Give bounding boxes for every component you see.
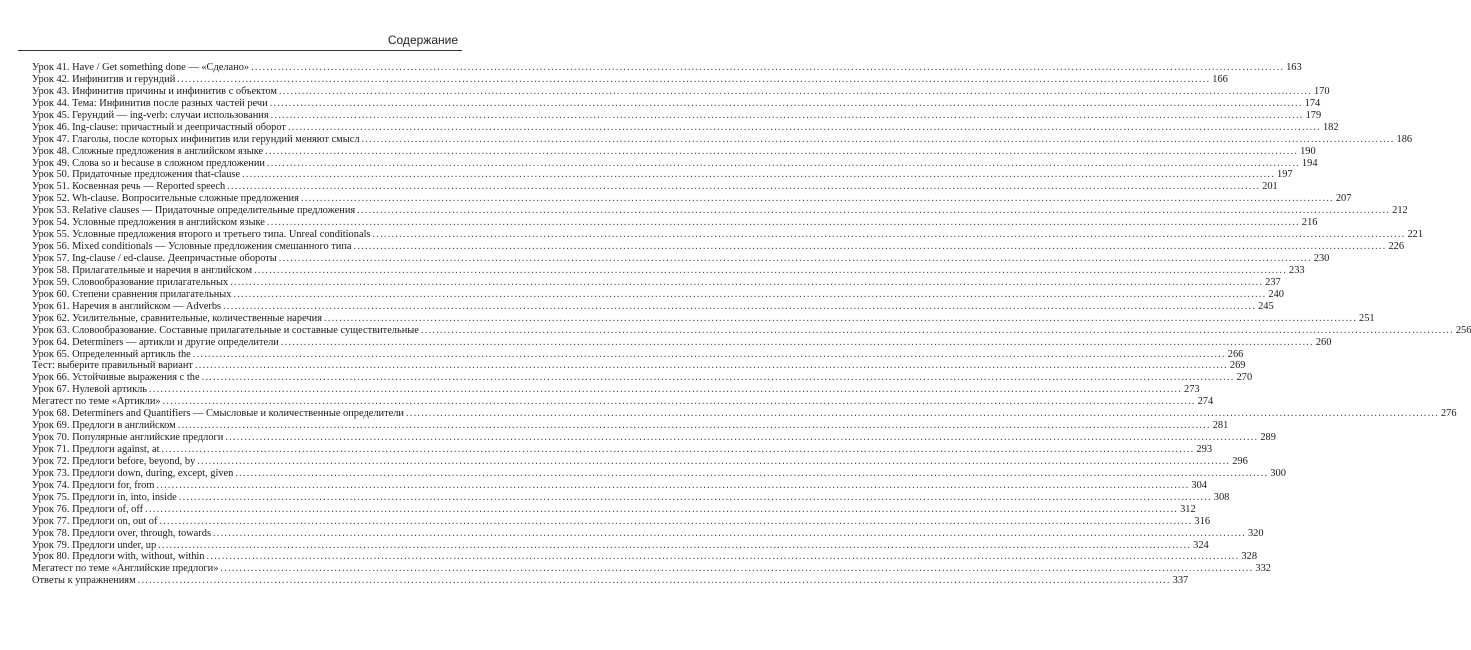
toc-entry-title: Ответы к упражнениям bbox=[32, 575, 136, 587]
toc-entry-page: 182 bbox=[1322, 121, 1339, 133]
toc-dot-leader bbox=[213, 528, 1246, 540]
toc-entry-page: 266 bbox=[1227, 348, 1244, 360]
toc-entry bbox=[32, 336, 1332, 349]
toc-dot-leader bbox=[406, 408, 1439, 420]
toc-dot-leader bbox=[179, 492, 1212, 504]
toc-entry-page: 276 bbox=[1440, 408, 1457, 420]
toc-dot-leader bbox=[254, 265, 1287, 277]
toc-entry-title: Урок 44. Тема: Инфинитив после разных частей речи bbox=[32, 97, 268, 109]
toc-entry bbox=[32, 360, 1246, 372]
toc-dot-leader bbox=[230, 277, 1263, 289]
toc-entry-page: 237 bbox=[1265, 276, 1281, 288]
toc-entry-title: Урок 48. Сложные предложения в английском языке bbox=[32, 145, 264, 157]
toc-dot-leader bbox=[158, 540, 1191, 552]
toc-entry-title: Урок 70. Популярные английские предлоги bbox=[32, 432, 224, 444]
toc-dot-leader bbox=[163, 396, 1196, 408]
toc-entry-title: Урок 47. Глаголы, после которых инфинитив или герундий меняют смысл bbox=[32, 133, 360, 145]
toc-entry-title: Урок 45. Герундий — ing-verb: случаи использования bbox=[32, 109, 269, 121]
toc-entry-page: 274 bbox=[1197, 396, 1214, 408]
toc-entry-title: Урок 72. Предлоги before, beyond, by bbox=[32, 455, 196, 467]
toc-entry-page: 163 bbox=[1286, 62, 1302, 73]
table-of-contents bbox=[32, 62, 1471, 587]
toc-entry-page: 212 bbox=[1392, 205, 1408, 217]
toc-entry bbox=[32, 62, 1302, 74]
toc-entry-title: Урок 79. Предлоги under, up bbox=[32, 539, 157, 551]
toc-entry bbox=[32, 396, 1214, 408]
toc-entry-page: 221 bbox=[1407, 229, 1424, 241]
toc-entry-page: 230 bbox=[1313, 253, 1330, 264]
toc-entry bbox=[32, 73, 1228, 86]
toc-entry bbox=[32, 324, 1471, 337]
toc-entry bbox=[32, 432, 1276, 444]
toc-entry bbox=[32, 97, 1321, 110]
toc-entry-title: Мегатест по теме «Артикли» bbox=[32, 396, 161, 408]
toc-entry-title: Урок 51. Косвенная речь — Reported speech bbox=[32, 181, 226, 193]
toc-entry bbox=[32, 121, 1339, 134]
toc-entry-title: Урок 55. Условные предложения второго и третьего типа. Unreal conditionals bbox=[32, 229, 371, 241]
toc-entry-page: 190 bbox=[1300, 145, 1316, 157]
toc-dot-leader bbox=[223, 301, 1256, 313]
toc-entry bbox=[32, 229, 1424, 241]
toc-dot-leader bbox=[233, 289, 1266, 301]
toc-entry-title: Урок 41. Have / Get something done — «Сделано» bbox=[32, 62, 250, 73]
toc-entry bbox=[32, 217, 1318, 229]
toc-entry-page: 293 bbox=[1196, 444, 1213, 455]
toc-dot-leader bbox=[251, 62, 1284, 74]
toc-entry-page: 194 bbox=[1301, 157, 1318, 169]
toc-dot-leader bbox=[354, 241, 1387, 253]
toc-entry-title: Урок 63. Словообразование. Составные прилагательные и составные существительные bbox=[32, 324, 419, 336]
toc-entry-page: 289 bbox=[1260, 432, 1276, 444]
toc-dot-leader bbox=[265, 146, 1298, 158]
toc-entry-title: Урок 59. Словообразование прилагательных bbox=[32, 276, 229, 288]
toc-entry-page: 240 bbox=[1268, 288, 1284, 300]
header-divider bbox=[18, 50, 462, 51]
toc-entry-title: Урок 42. Инфинитив и герундий bbox=[32, 73, 176, 85]
toc-entry-page: 226 bbox=[1388, 241, 1405, 253]
toc-entry-title: Урок 58. Прилагательные и наречия в английском bbox=[32, 264, 253, 276]
toc-entry-title: Урок 65. Определенный артикль the bbox=[32, 348, 191, 360]
toc-entry bbox=[32, 253, 1330, 265]
toc-dot-leader bbox=[281, 337, 1314, 349]
toc-entry-title: Урок 78. Предлоги over, through, towards bbox=[32, 527, 211, 539]
toc-entry-page: 166 bbox=[1212, 73, 1228, 85]
toc-entry-title: Мегатест по теме «Английские предлоги» bbox=[32, 563, 219, 575]
toc-entry-page: 281 bbox=[1212, 420, 1229, 432]
toc-dot-leader bbox=[159, 516, 1192, 528]
toc-dot-leader bbox=[156, 480, 1189, 492]
toc-entry bbox=[32, 372, 1253, 384]
toc-dot-leader bbox=[227, 181, 1260, 193]
toc-entry bbox=[32, 181, 1278, 193]
toc-entry-page: 312 bbox=[1180, 503, 1196, 515]
toc-entry-page: 174 bbox=[1304, 97, 1321, 109]
toc-entry bbox=[32, 539, 1209, 552]
toc-dot-leader bbox=[197, 456, 1230, 468]
toc-entry-title: Урок 64. Determiners — артикли и другие определители bbox=[32, 336, 279, 348]
toc-entry-title: Урок 73. Предлоги down, during, except, given bbox=[32, 467, 234, 479]
toc-entry bbox=[32, 551, 1258, 563]
toc-entry bbox=[32, 133, 1413, 146]
toc-entry-page: 332 bbox=[1255, 563, 1271, 575]
toc-entry-title: Урок 66. Устойчивые выражения с the bbox=[32, 372, 200, 384]
toc-entry bbox=[32, 264, 1305, 277]
toc-dot-leader bbox=[138, 575, 1171, 587]
toc-entry-title: Урок 77. Предлоги on, out of bbox=[32, 515, 158, 527]
toc-entry-title: Урок 49. Слова so и because в сложном предложении bbox=[32, 157, 265, 169]
toc-entry-title: Урок 53. Relative clauses — Придаточные определительные предложения bbox=[32, 205, 356, 217]
toc-entry-page: 296 bbox=[1232, 455, 1248, 467]
toc-entry-title: Урок 68. Determiners and Quantifiers — Смысловые и количественные определители bbox=[32, 408, 404, 420]
toc-entry bbox=[32, 575, 1189, 587]
toc-entry bbox=[32, 420, 1229, 432]
toc-entry-title: Урок 52. Wh-clause. Вопросительные сложные предложения bbox=[32, 193, 299, 205]
toc-dot-leader bbox=[362, 134, 1395, 146]
toc-entry bbox=[32, 348, 1244, 361]
toc-entry-title: Урок 43. Инфинитив причины и инфинитив с объектом bbox=[32, 85, 277, 97]
toc-entry-title: Урок 46. Ing-clause: причастный и деепричастный оборот bbox=[32, 121, 286, 133]
toc-entry-page: 245 bbox=[1258, 300, 1274, 312]
toc-dot-leader bbox=[324, 313, 1357, 325]
toc-entry bbox=[32, 467, 1286, 480]
toc-entry-page: 256 bbox=[1455, 324, 1471, 336]
toc-dot-leader bbox=[270, 98, 1303, 110]
toc-entry-page: 260 bbox=[1315, 336, 1332, 348]
toc-dot-leader bbox=[235, 468, 1268, 480]
toc-entry bbox=[32, 479, 1207, 492]
toc-entry bbox=[32, 169, 1293, 181]
toc-entry-title: Урок 69. Предлоги в английском bbox=[32, 420, 176, 432]
toc-entry bbox=[32, 85, 1330, 98]
toc-entry-title: Урок 60. Степени сравнения прилагательных bbox=[32, 288, 232, 300]
toc-entry-page: 270 bbox=[1236, 372, 1253, 384]
toc-entry bbox=[32, 288, 1284, 301]
toc-entry-page: 304 bbox=[1191, 479, 1207, 491]
toc-entry-page: 179 bbox=[1305, 109, 1322, 121]
toc-entry-page: 337 bbox=[1172, 575, 1189, 587]
toc-entry-page: 216 bbox=[1301, 217, 1318, 229]
toc-dot-leader bbox=[195, 360, 1228, 372]
toc-entry bbox=[32, 276, 1281, 289]
toc-dot-leader bbox=[421, 325, 1454, 337]
toc-dot-leader bbox=[301, 193, 1334, 205]
toc-entry bbox=[32, 563, 1271, 575]
toc-entry-title: Урок 80. Предлоги with, without, within bbox=[32, 551, 205, 563]
toc-entry-title: Урок 76. Предлоги of, off bbox=[32, 503, 144, 515]
toc-entry-page: 251 bbox=[1359, 312, 1375, 324]
toc-dot-leader bbox=[202, 372, 1235, 384]
toc-entry-title: Урок 71. Предлоги against, at bbox=[32, 444, 160, 455]
toc-dot-leader bbox=[267, 217, 1300, 229]
toc-entry bbox=[32, 503, 1196, 516]
toc-entry bbox=[32, 300, 1274, 313]
toc-entry-title: Урок 62. Усилительные, сравнительные, количественные наречия bbox=[32, 312, 323, 324]
toc-dot-leader bbox=[178, 420, 1211, 432]
toc-dot-leader bbox=[357, 205, 1390, 217]
toc-entry-title: Урок 67. Нулевой артикль bbox=[32, 384, 148, 396]
toc-entry-title: Урок 74. Предлоги for, from bbox=[32, 479, 155, 491]
toc-entry-title: Урок 57. Ing-clause / ed-clause. Деепричастные обороты bbox=[32, 253, 277, 264]
toc-entry bbox=[32, 491, 1230, 504]
toc-entry-page: 316 bbox=[1194, 515, 1211, 527]
toc-dot-leader bbox=[149, 384, 1182, 396]
toc-dot-leader bbox=[271, 110, 1304, 122]
page-header-title: Содержание bbox=[387, 33, 458, 47]
toc-entry-page: 300 bbox=[1270, 467, 1286, 479]
toc-entry-page: 170 bbox=[1313, 85, 1330, 97]
toc-dot-leader bbox=[373, 229, 1406, 241]
toc-entry-title: Урок 50. Придаточные предложения that-clause bbox=[32, 169, 241, 181]
toc-dot-leader bbox=[145, 504, 1178, 516]
toc-entry-page: 197 bbox=[1277, 169, 1293, 181]
toc-entry bbox=[32, 444, 1213, 456]
toc-dot-leader bbox=[177, 74, 1210, 86]
toc-entry-title: Урок 56. Mixed conditionals — Условные предложения смешанного типа bbox=[32, 241, 352, 253]
toc-entry-title: Урок 75. Предлоги in, into, inside bbox=[32, 491, 177, 503]
toc-entry bbox=[32, 193, 1352, 205]
toc-dot-leader bbox=[242, 169, 1275, 181]
toc-entry bbox=[32, 515, 1211, 528]
toc-entry bbox=[32, 455, 1248, 468]
toc-entry-page: 320 bbox=[1247, 527, 1264, 539]
toc-entry-title: Тест: выберите правильный вариант bbox=[32, 360, 193, 372]
toc-dot-leader bbox=[207, 551, 1240, 563]
toc-dot-leader bbox=[220, 563, 1253, 575]
toc-entry bbox=[32, 241, 1405, 253]
toc-entry-page: 308 bbox=[1213, 491, 1230, 503]
toc-entry bbox=[32, 109, 1322, 122]
toc-entry bbox=[32, 408, 1457, 420]
toc-entry-page: 233 bbox=[1289, 264, 1305, 276]
toc-dot-leader bbox=[225, 432, 1258, 444]
toc-dot-leader bbox=[279, 86, 1312, 98]
toc-dot-leader bbox=[288, 122, 1321, 134]
toc-entry-page: 269 bbox=[1229, 360, 1246, 372]
toc-dot-leader bbox=[267, 158, 1300, 170]
toc-entry bbox=[32, 312, 1375, 325]
toc-dot-leader bbox=[193, 349, 1226, 361]
toc-entry-title: Урок 54. Условные предложения в английском языке bbox=[32, 217, 265, 229]
toc-dot-leader bbox=[161, 444, 1194, 456]
toc-entry-page: 328 bbox=[1241, 551, 1258, 563]
toc-entry-page: 207 bbox=[1335, 193, 1352, 205]
toc-entry bbox=[32, 527, 1264, 540]
toc-entry bbox=[32, 205, 1408, 217]
toc-entry-title: Урок 61. Наречия в английском — Adverbs bbox=[32, 300, 222, 312]
toc-entry bbox=[32, 157, 1318, 170]
toc-entry-page: 186 bbox=[1396, 133, 1413, 145]
toc-entry bbox=[32, 145, 1316, 158]
toc-entry bbox=[32, 384, 1200, 396]
toc-dot-leader bbox=[279, 253, 1312, 265]
toc-entry-page: 324 bbox=[1193, 539, 1209, 551]
toc-entry-page: 201 bbox=[1262, 181, 1278, 193]
toc-entry-page: 273 bbox=[1184, 384, 1200, 396]
